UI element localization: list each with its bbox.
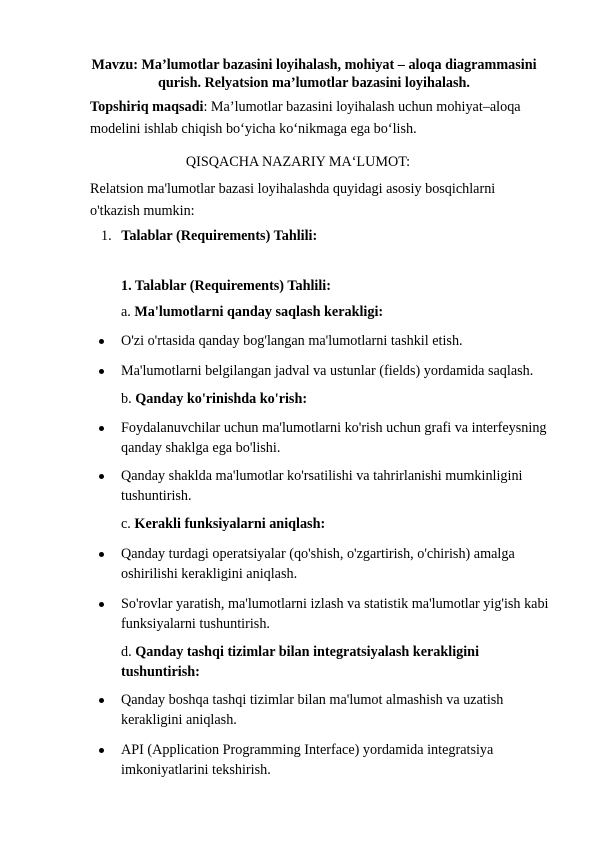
numbered-item bbox=[101, 226, 317, 246]
section-c-heading bbox=[121, 514, 325, 534]
bullet-marker bbox=[99, 474, 104, 479]
section-title: Qanday tashqi tizimlar bilan integratsiyalash kerakligini tushuntirish: bbox=[121, 644, 480, 680]
subheading: 1. Talablar (Requirements) Tahlili: bbox=[121, 278, 331, 294]
section-letter: b. bbox=[121, 391, 132, 407]
section-title: Qanday ko'rinishda ko'rish: bbox=[135, 391, 308, 407]
numbered-item-text: Talablar (Requirements) Tahlili: bbox=[121, 228, 318, 244]
bullet-item: Qanday turdagi operatsiyalar (qo'shish, o'zgartirish, o'chirish) amalga oshirilishi kerakligini aniqlash. bbox=[121, 546, 515, 582]
section-letter: a. bbox=[121, 304, 131, 320]
bullet-item: Foydalanuvchilar uchun ma'lumotlarni ko'rish uchun grafi va interfeysning qanday shaklga ega bo'lishi. bbox=[121, 420, 547, 456]
section-b-heading bbox=[121, 389, 307, 409]
section-title: Kerakli funksiyalarni aniqlash: bbox=[134, 516, 326, 532]
section-letter: c. bbox=[121, 516, 131, 532]
section-a-heading bbox=[121, 302, 383, 322]
bullet-marker bbox=[99, 369, 104, 374]
bullet-marker bbox=[99, 339, 104, 344]
title-line-2: qurish. Relyatsion ma’lumotlar bazasini loyihalash. bbox=[158, 75, 470, 91]
goal-text: : Ma’lumotlar bazasini loyihalash uchun mohiyat–aloqa modelini ishlab chiqish bo‘yicha ko‘nikmaga ega bo‘lish. bbox=[90, 99, 521, 137]
intro-paragraph: Relatsion ma'lumotlar bazasi loyihalashda quyidagi asosiy bosqichlarni o'tkazish mumkin: bbox=[90, 181, 496, 219]
bullet-item: Ma'lumotlarni belgilangan jadval va ustunlar (fields) yordamida saqlash. bbox=[121, 363, 534, 379]
title-line-1 bbox=[80, 56, 548, 74]
bullet-marker bbox=[99, 748, 104, 753]
section-heading: QISQACHA NAZARIY MA‘LUMOT: bbox=[185, 154, 411, 170]
section-letter: d. bbox=[121, 644, 132, 660]
bullet-item: Qanday boshqa tashqi tizimlar bilan ma'lumot almashish va uzatish kerakligini aniqlash. bbox=[121, 692, 504, 728]
goal-label: Topshiriq maqsadi bbox=[90, 99, 204, 115]
title-prefix: Mavzu: bbox=[91, 57, 138, 73]
bullet-item: So'rovlar yaratish, ma'lumotlarni izlash va statistik ma'lumotlar yig'ish kabi funksiyalarni tushuntirish. bbox=[121, 596, 549, 632]
goal-paragraph bbox=[90, 96, 540, 140]
bullet-marker bbox=[99, 698, 104, 703]
bullet-marker bbox=[99, 552, 104, 557]
title-text-1: Ma’lumotlar bazasini loyihalash, mohiyat – aloqa diagrammasini bbox=[141, 57, 537, 73]
numbered-item-number: 1. bbox=[101, 228, 112, 244]
section-d-heading bbox=[121, 642, 501, 682]
bullet-marker bbox=[99, 426, 104, 431]
bullet-item: API (Application Programming Interface) yordamida integratsiya imkoniyatlarini tekshirish. bbox=[121, 742, 494, 778]
section-title: Ma'lumotlarni qanday saqlash kerakligi: bbox=[134, 304, 384, 320]
bullet-marker bbox=[99, 602, 104, 607]
bullet-item: Qanday shaklda ma'lumotlar ko'rsatilishi va tahrirlanishi mumkinligini tushuntirish. bbox=[121, 468, 523, 504]
document-title bbox=[80, 56, 548, 92]
bullet-item: O'zi o'rtasida qanday bog'langan ma'lumotlarni tashkil etish. bbox=[121, 333, 463, 349]
